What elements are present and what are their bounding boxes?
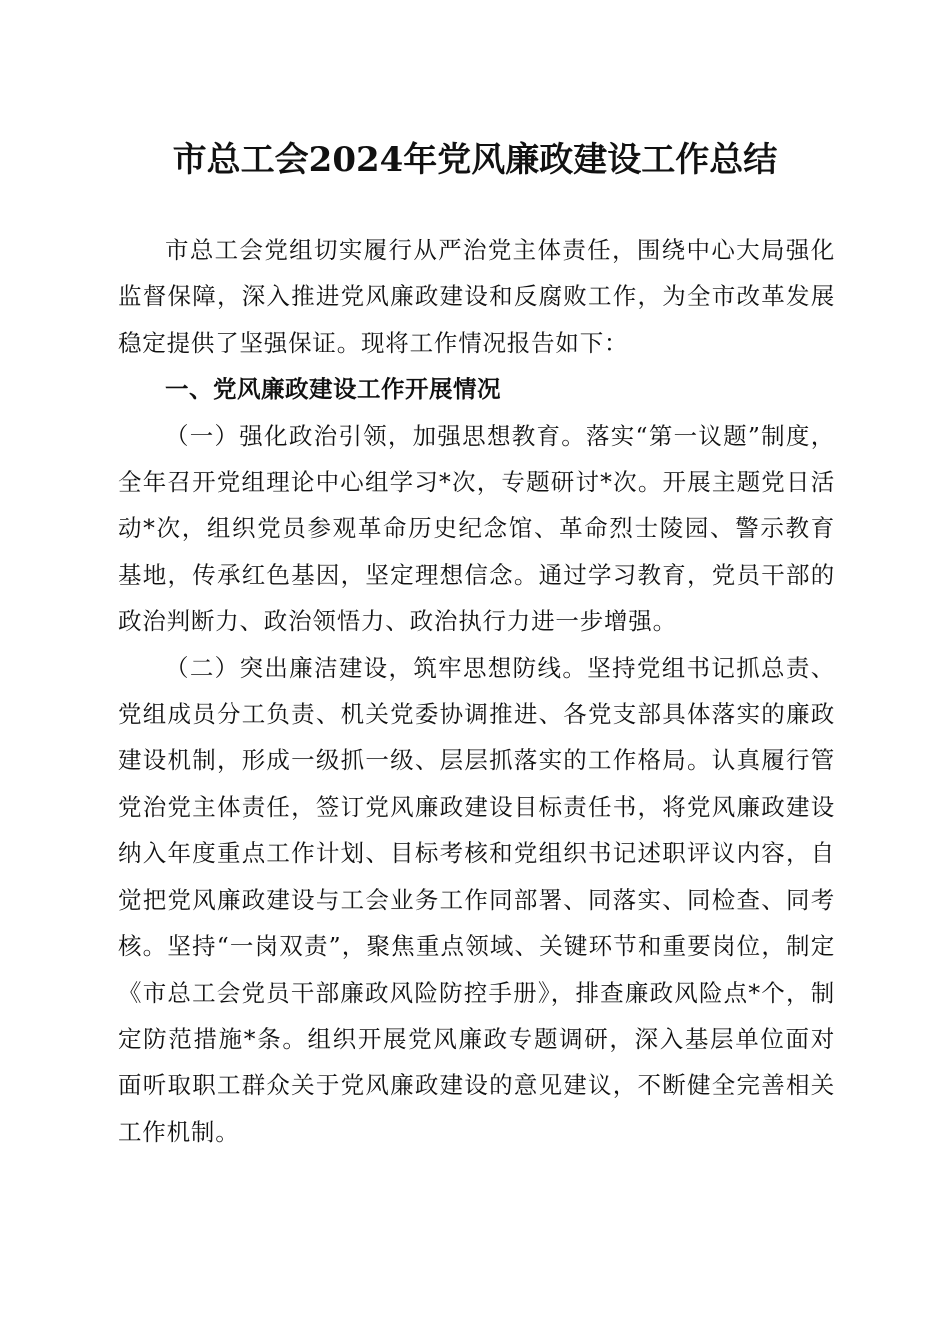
subsection-1-lead: （一）强化政治引领，加强思想教育。 xyxy=(165,421,587,450)
document-body xyxy=(118,227,835,1155)
subsection-2-paragraph xyxy=(118,645,835,1155)
intro-paragraph: 市总工会党组切实履行从严治党主体责任，围绕中心大局强化监督保障，深入推进党风廉政建设和反腐败工作，为全市改革发展稳定提供了坚强保证。现将工作情况报告如下： xyxy=(118,236,835,357)
subsection-2-text: 坚持党组书记抓总责、党组成员分工负责、机关党委协调推进、各党支部具体落实的廉政建设机制，形成一级抓一级、层层抓落实的工作格局。认真履行管党治党主体责任，签订党风廉政建设目标责任书，将党风廉政建设纳入年度重点工作计划、目标考核和党组织书记述职评议内容，自觉把党风廉政建设与工会业务工作同部署、同落实、同检查、同考核。坚持“一岗双责”，聚焦重点领域、关键环节和重要岗位，制定《市总工会党员干部廉政风险防控手册》，排查廉政风险点*个，制定防范措施*条。组织开展党风廉政专题调研，深入基层单位面对面听取职工群众关于党风廉政建设的意见建议，不断健全完善相关工作机制。 xyxy=(118,653,835,1146)
subsection-1-paragraph xyxy=(118,413,835,645)
subsection-2-lead: （二）突出廉洁建设，筑牢思想防线。 xyxy=(165,653,588,682)
subsection-1-text: 落实“第一议题”制度，全年召开党组理论中心组学习*次，专题研讨*次。开展主题党日活动*次，组织党员参观革命历史纪念馆、革命烈士陵园、警示教育基地，传承红色基因，坚定理想信念。通过学习教育，党员干部的政治判断力、政治领悟力、政治执行力进一步增强。 xyxy=(118,421,835,636)
section-heading: 一、党风廉政建设工作开展情况 xyxy=(165,375,501,404)
document-title: 市总工会2024年党风廉政建设工作总结 xyxy=(172,140,778,180)
